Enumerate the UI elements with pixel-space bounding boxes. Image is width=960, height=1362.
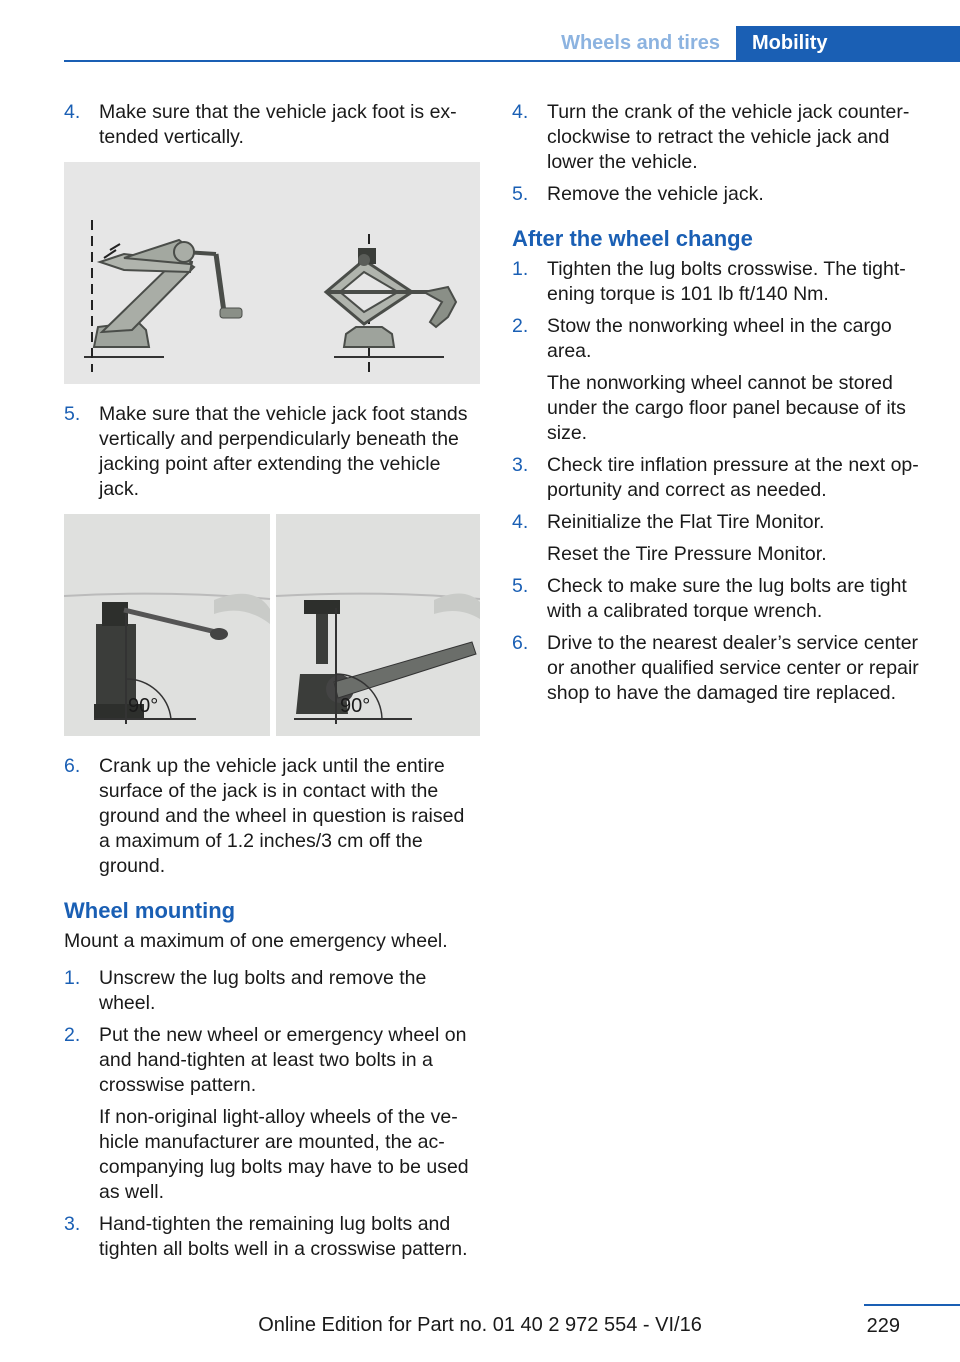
section-heading-wheel-mounting: Wheel mounting [64,898,236,923]
step-text: Put the new wheel or emergency wheel on and hand-tighten at least two bolts in a crosswise pattern. [99,1024,467,1096]
step-item [512,257,928,307]
step-text: Make sure that the vehicle jack foot is ex-tended vertically. [99,101,457,148]
step-item [512,574,928,624]
header-section-tab: Wheels and tires [561,32,720,54]
step-text: Tighten the lug bolts crosswise. The tight-ening torque is 101 lb ft/140 Nm. [547,258,906,305]
step-text: Crank up the vehicle jack until the entire surface of the jack is in contact with the ground and the wheel in question is raised a maximum of 1.2 inches/3 cm off the ground. [99,755,465,877]
step-number: 4. [64,101,81,123]
jack-vertical-figure [64,162,480,384]
step-list [64,966,480,1262]
step-item [64,402,480,502]
step-text: Hand-tighten the remaining lug bolts and tighten all bolts well in a crosswise pattern. [99,1213,468,1260]
step-number: 3. [64,1213,81,1235]
step-list [64,402,480,502]
jack-perpendicular-figure [64,514,480,736]
step-text: Check to make sure the lug bolts are tight with a calibrated torque wrench. [547,575,907,622]
step-note: The nonworking wheel cannot be stored under the cargo floor panel because of its size. [547,372,906,444]
angle-label-right: 90° [340,695,371,717]
step-number: 5. [512,183,529,205]
jack-illustration [64,162,480,384]
header-rule [64,60,960,62]
step-note: If non-original light-alloy wheels of the ve-hicle manufacturer are mounted, the ac-companying lug bolts may have to be used as well. [99,1106,469,1203]
intro-text: Mount a maximum of one emergency wheel. [64,930,448,952]
step-item [512,314,928,364]
step-item [64,966,480,1016]
step-list [64,754,480,879]
step-number: 6. [64,755,81,777]
step-text: Check tire inflation pressure at the next op-portunity and correct as needed. [547,454,919,501]
step-number: 1. [64,967,81,989]
step-item [64,100,480,150]
step-item [512,631,928,706]
page-number: 229 [866,1315,900,1337]
step-list [512,257,928,706]
step-number: 4. [512,101,529,123]
step-number: 3. [512,454,529,476]
step-item [512,182,928,207]
step-text: Remove the vehicle jack. [547,183,764,205]
step-item [64,754,480,879]
step-item [512,453,928,503]
step-text: Reinitialize the Flat Tire Monitor. [547,511,825,533]
step-note: Reset the Tire Pressure Monitor. [547,543,827,565]
step-item [64,1023,480,1098]
angle-label-left: 90° [128,695,159,717]
step-text: Unscrew the lug bolts and remove the wheel. [99,967,427,1014]
step-number: 2. [64,1024,81,1046]
left-column [64,100,480,1269]
step-text: Turn the crank of the vehicle jack counter-clockwise to retract the vehicle jack and lower the vehicle. [547,101,910,173]
step-text: Stow the nonworking wheel in the cargo area. [547,315,892,362]
header-chapter-tab: Mobility [736,26,960,62]
footer-rule [864,1304,960,1306]
jack-angle-illustration [64,514,480,736]
step-number: 6. [512,632,529,654]
section-heading-after-wheel-change: After the wheel change [512,226,753,251]
step-number: 5. [512,575,529,597]
right-column [512,100,928,713]
step-number: 5. [64,403,81,425]
step-text: Make sure that the vehicle jack foot stands vertically and perpendicularly beneath the jacking point after extending the vehicle jack. [99,403,468,500]
step-list [64,100,480,150]
step-item [64,1212,480,1262]
step-text: Drive to the nearest dealer’s service center or another qualified service center or repair shop to have the damaged tire replaced. [547,632,919,704]
step-item [512,100,928,175]
step-list [512,100,928,207]
step-number: 1. [512,258,529,280]
step-number: 4. [512,511,529,533]
edition-footer: Online Edition for Part no. 01 40 2 972 554 - VI/16 [258,1314,702,1336]
step-number: 2. [512,315,529,337]
step-item [512,510,928,535]
